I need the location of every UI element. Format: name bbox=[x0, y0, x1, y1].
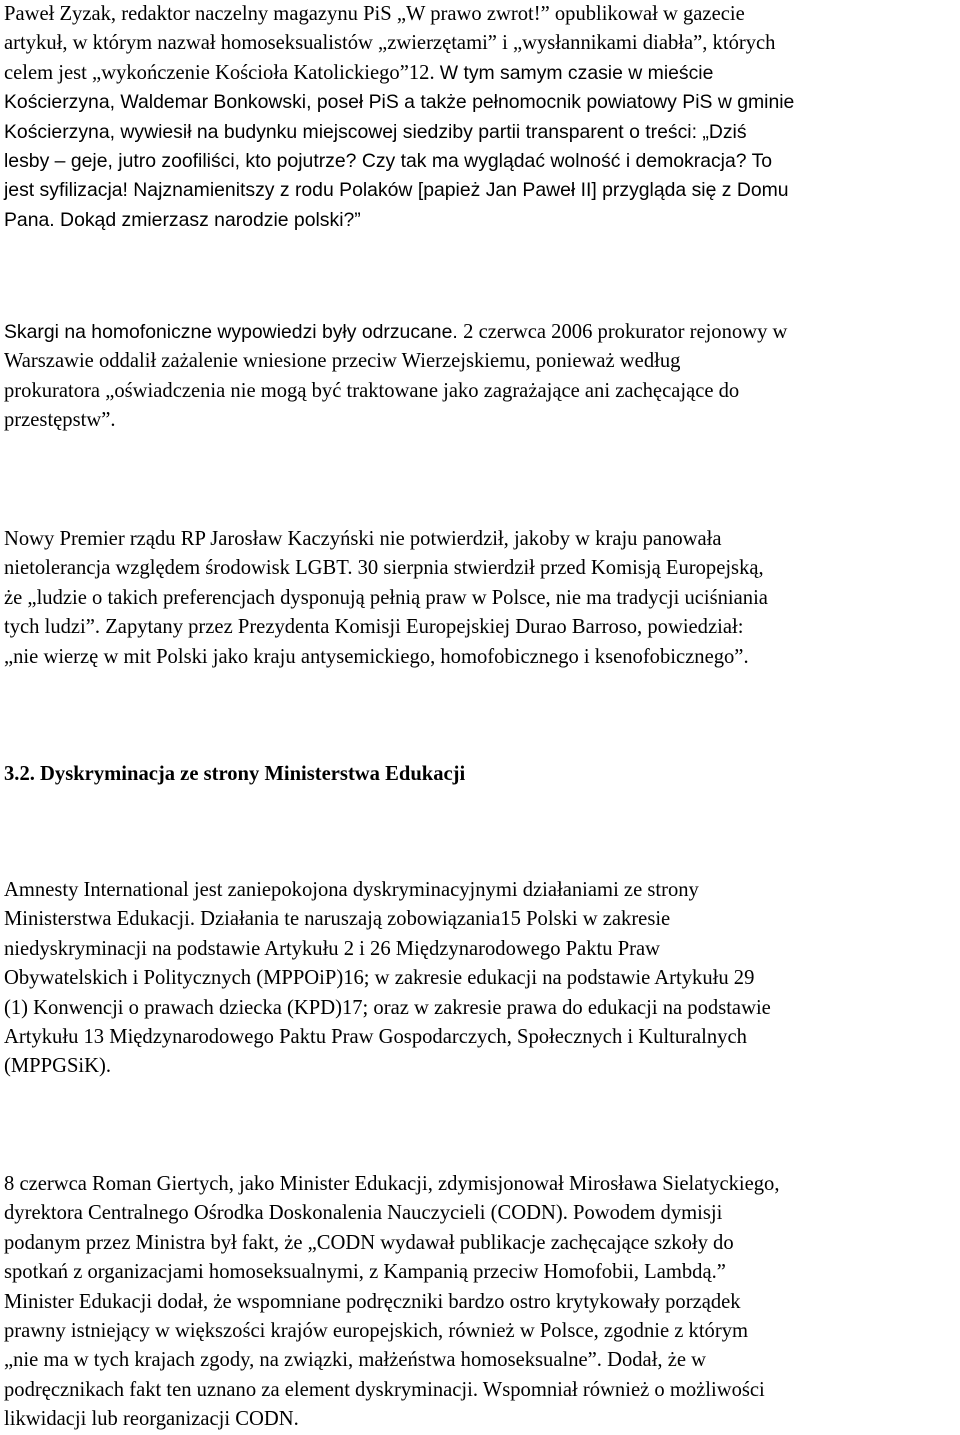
text-line: Artykułu 13 Międzynarodowego Paktu Praw Gospodarczych, Społecznych i Kulturalnych bbox=[4, 1026, 747, 1049]
text-line: tych ludzi”. Zapytany przez Prezydenta Komisji Europejskiej Durao Barroso, powiedział: bbox=[4, 616, 744, 639]
text-run: przestępstw”. bbox=[4, 409, 116, 432]
text-line bbox=[4, 59, 794, 88]
text-run-quoted: Kościerzyna, Waldemar Bonkowski, poseł PiS a także pełnomocnik powiatowy PiS w gminie bbox=[4, 91, 795, 114]
paragraph-kaczynski bbox=[4, 525, 768, 672]
text-line bbox=[4, 147, 794, 176]
text-run: celem jest „wykończenie Kościoła Katolickiego”12. bbox=[4, 61, 440, 84]
text-run-quoted: Kościerzyna, wywiesił na budynku miejscowej siedziby partii transparent o treści: „Dziś bbox=[4, 120, 747, 143]
text-line bbox=[4, 406, 787, 435]
text-line: „nie ma w tych krajach zgody, na związki, małżeństwa homoseksualne”. Dodał, że w bbox=[4, 1349, 707, 1372]
text-line: likwidacji lub reorganizacji CODN. bbox=[4, 1408, 299, 1431]
text-run: artykuł, w którym nazwał homoseksualistów „zwierzętami” i „wysłannikami diabła”, których bbox=[4, 32, 776, 55]
text-line: nietolerancja względem środowisk LGBT. 30 sierpnia stwierdził przed Komisją Europejską, bbox=[4, 557, 764, 580]
text-line: prawny istniejący w większości krajów europejskich, również w Polsce, zgodnie z którym bbox=[4, 1320, 749, 1343]
text-line: Amnesty International jest zaniepokojona dyskryminacyjnymi działaniami ze strony bbox=[4, 879, 699, 901]
text-run-quoted: jest syfilizacja! Najznamienitszy z rodu Polaków [papież Jan Paweł II] przygląda się z Domu bbox=[4, 179, 789, 202]
text-line: podanym przez Ministra był fakt, że „CODN wydawał publikacje zachęcające szkoły do bbox=[4, 1231, 734, 1254]
text-run-quoted: lesby – geje, jutro zoofiliści, kto pojutrze? Czy tak ma wyglądać wolność i demokracja? To bbox=[4, 150, 773, 173]
paragraph-zyzak-bonkowski bbox=[4, 0, 794, 235]
text-line bbox=[4, 318, 787, 347]
text-line: 8 czerwca Roman Giertych, jako Minister Edukacji, zdymisjonował Mirosława Sielatyckiego, bbox=[4, 1173, 780, 1195]
text-line bbox=[4, 206, 794, 235]
text-line: Obywatelskich i Politycznych (MPPOiP)16; w zakresie edukacji na podstawie Artykułu 29 bbox=[4, 967, 755, 990]
text-run: prokuratora „oświadczenia nie mogą być traktowane jako zagrażające ani zachęcające do bbox=[4, 379, 740, 402]
text-line bbox=[4, 118, 794, 147]
text-line bbox=[4, 88, 794, 117]
text-line bbox=[4, 29, 794, 58]
text-line bbox=[4, 176, 794, 205]
text-line bbox=[4, 377, 787, 406]
text-line: „nie wierzę w mit Polski jako kraju antysemickiego, homofobicznego i ksenofobicznego”. bbox=[4, 645, 749, 668]
text-line: że „ludzie o takich preferencjach dysponują pełnią praw w Polsce, nie ma tradycji uciśniania bbox=[4, 586, 768, 609]
text-run-quoted: Skargi na homofoniczne wypowiedzi były odrzucane. bbox=[4, 321, 464, 343]
paragraph-amnesty bbox=[4, 876, 771, 1082]
text-line: podręcznikach fakt ten uznano za element dyskryminacji. Wspomniał również o możliwości bbox=[4, 1378, 765, 1401]
text-line: Nowy Premier rządu RP Jarosław Kaczyński nie potwierdził, jakoby w kraju panowała bbox=[4, 528, 722, 550]
paragraph-giertych bbox=[4, 1170, 779, 1435]
text-line: Minister Edukacji dodał, że wspomniane podręczniki bardzo ostro krytykowały porządek bbox=[4, 1290, 741, 1313]
text-line bbox=[4, 347, 787, 376]
paragraph-complaints-rejected bbox=[4, 318, 787, 436]
text-line: spotkań z organizacjami homoseksualnymi, z Kampanią przeciw Homofobii, Lambdą.” bbox=[4, 1261, 726, 1284]
text-line: (MPPGSiK). bbox=[4, 1055, 112, 1078]
text-run-quoted: W tym samym czasie w mieście bbox=[439, 61, 714, 84]
section-heading: 3.2. Dyskryminacja ze strony Ministerstwa Edukacji bbox=[4, 763, 466, 785]
text-line: Ministerstwa Edukacji. Działania te naruszają zobowiązania15 Polski w zakresie bbox=[4, 908, 671, 931]
text-line bbox=[4, 0, 794, 29]
text-run-quoted: Pana. Dokąd zmierzasz narodzie polski?” bbox=[4, 208, 361, 231]
text-line: dyrektora Centralnego Ośrodka Doskonalenia Nauczycieli (CODN). Powodem dymisji bbox=[4, 1202, 723, 1225]
text-run: 2 czerwca 2006 prokurator rejonowy w bbox=[463, 321, 788, 343]
text-run: Warszawie oddalił zażalenie wniesione przeciw Wierzejskiemu, ponieważ według bbox=[4, 350, 681, 373]
text-line: niedyskryminacji na podstawie Artykułu 2 i 26 Międzynarodowego Paktu Praw bbox=[4, 937, 661, 960]
text-line: (1) Konwencji o prawach dziecka (KPD)17; oraz w zakresie prawa do edukacji na podstawie bbox=[4, 996, 771, 1019]
text-run: Paweł Zyzak, redaktor naczelny magazynu PiS „W prawo zwrot!” opublikował w gazecie bbox=[4, 3, 745, 25]
